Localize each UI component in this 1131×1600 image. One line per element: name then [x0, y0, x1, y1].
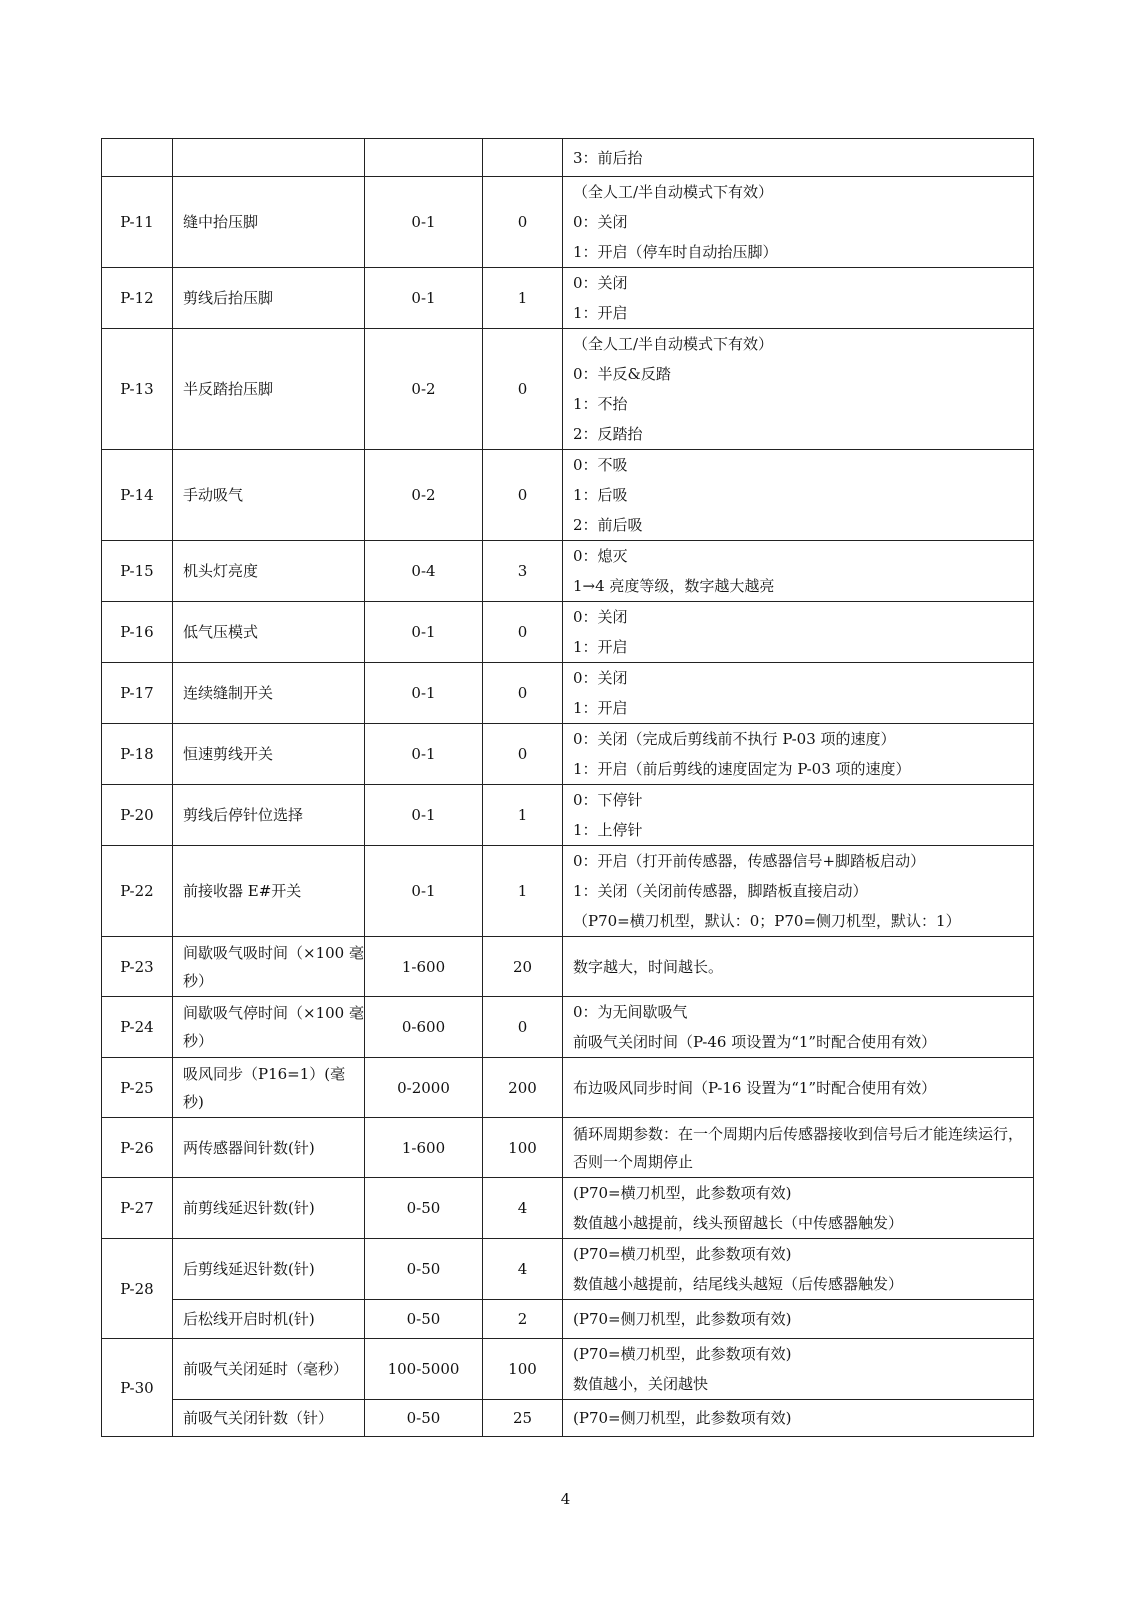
table-row: [102, 846, 1034, 937]
param-range-cell: 0-1: [365, 785, 483, 846]
param-default-cell: 3: [483, 541, 563, 602]
table-row: [102, 724, 1034, 785]
param-id-cell: P-26: [102, 1118, 173, 1178]
desc-line: (P70=横刀机型，此参数项有效): [573, 1184, 792, 1202]
desc-line: 0：半反&反踏: [573, 365, 671, 383]
parameter-table: [101, 138, 1034, 1437]
param-id-cell: P-30: [102, 1339, 173, 1437]
desc-line: 0：不吸: [573, 456, 628, 474]
table-row: [102, 1239, 1034, 1300]
param-name-cell: 手动吸气: [173, 450, 365, 541]
desc-line: (P70=侧刀机型，此参数项有效): [573, 1310, 792, 1328]
param-name-cell: 间歇吸气停时间（×100 毫秒）: [173, 997, 365, 1058]
param-default-cell: 25: [483, 1400, 563, 1437]
desc-line: 1：不抬: [573, 395, 628, 413]
param-range-cell: 1-600: [365, 937, 483, 997]
param-desc-cell: [563, 846, 1034, 937]
param-desc-cell: [563, 177, 1034, 268]
desc-line: 1：开启（停车时自动抬压脚）: [573, 243, 778, 261]
param-desc-cell: [563, 450, 1034, 541]
table-row: [102, 139, 1034, 177]
param-name-cell: 连续缝制开关: [173, 663, 365, 724]
param-id-cell: P-12: [102, 268, 173, 329]
desc-line: 0：关闭: [573, 274, 628, 292]
param-default-cell: 2: [483, 1300, 563, 1339]
param-default-cell: 100: [483, 1118, 563, 1178]
param-default-cell: 0: [483, 177, 563, 268]
param-desc-cell: [563, 1300, 1034, 1339]
param-default-cell: 1: [483, 846, 563, 937]
desc-line: 布边吸风同步时间（P-16 设置为“1”时配合使用有效）: [573, 1078, 937, 1097]
param-name-cell: 前接收器 E#开关: [173, 846, 365, 937]
desc-line: 1：开启: [573, 638, 628, 656]
param-default-cell: 0: [483, 724, 563, 785]
param-desc-cell: [563, 329, 1034, 450]
page-number: 4: [560, 1490, 571, 1508]
param-default-cell: 4: [483, 1178, 563, 1239]
param-name-cell: 低气压模式: [173, 602, 365, 663]
table-row: [102, 997, 1034, 1058]
param-name-cell: 半反踏抬压脚: [173, 329, 365, 450]
table-row: [102, 450, 1034, 541]
desc-line: 0：熄灭: [573, 547, 628, 565]
table-row: [102, 663, 1034, 724]
param-id-cell: P-25: [102, 1058, 173, 1118]
desc-line: 1：上停针: [573, 821, 643, 839]
param-name-cell: [173, 139, 365, 177]
param-desc-cell: [563, 724, 1034, 785]
param-name-cell: 缝中抬压脚: [173, 177, 365, 268]
table-row: [102, 785, 1034, 846]
param-id-cell: P-23: [102, 937, 173, 997]
param-default-cell: 1: [483, 785, 563, 846]
desc-line: 数值越小越提前，结尾线头越短（后传感器触发）: [573, 1275, 904, 1293]
desc-line: 数值越小越提前，线头预留越长（中传感器触发）: [573, 1214, 904, 1232]
desc-line: （全人工/半自动模式下有效）: [573, 335, 774, 353]
param-range-cell: 0-2: [365, 450, 483, 541]
desc-line: (P70=侧刀机型，此参数项有效): [573, 1409, 792, 1427]
param-range-cell: 0-1: [365, 268, 483, 329]
param-default-cell: 0: [483, 450, 563, 541]
table-row: [102, 602, 1034, 663]
param-range-cell: 0-50: [365, 1178, 483, 1239]
desc-line: 1：开启: [573, 699, 628, 717]
table-row: [102, 1400, 1034, 1437]
param-name-cell: 间歇吸气吸时间（×100 毫秒）: [173, 937, 365, 997]
param-name-cell: 两传感器间针数(针): [173, 1118, 365, 1178]
desc-line: 0：关闭: [573, 608, 628, 626]
param-range-cell: 0-50: [365, 1300, 483, 1339]
param-range-cell: 100-5000: [365, 1339, 483, 1400]
param-default-cell: 0: [483, 602, 563, 663]
param-default-cell: 1: [483, 268, 563, 329]
param-default-cell: 0: [483, 329, 563, 450]
param-desc-cell: [563, 541, 1034, 602]
param-desc-cell: [563, 937, 1034, 997]
desc-line: 1：后吸: [573, 486, 628, 504]
desc-line: (P70=横刀机型，此参数项有效): [573, 1245, 792, 1263]
param-id-cell: P-22: [102, 846, 173, 937]
param-name-cell: 后松线开启时机(针): [173, 1300, 365, 1339]
param-desc-cell: 循环周期参数：在一个周期内后传感器接收到信号后才能连续运行，否则一个周期停止: [563, 1118, 1034, 1178]
desc-line: 0：开启（打开前传感器，传感器信号+脚踏板启动）: [573, 852, 926, 870]
desc-line: 1：开启（前后剪线的速度固定为 P-03 项的速度）: [573, 760, 911, 778]
param-name-cell: 前吸气关闭针数（针）: [173, 1400, 365, 1437]
param-range-cell: 0-50: [365, 1239, 483, 1300]
param-default-cell: 0: [483, 663, 563, 724]
table-row: [102, 268, 1034, 329]
param-range-cell: 0-1: [365, 663, 483, 724]
param-default-cell: 100: [483, 1339, 563, 1400]
param-id-cell: P-15: [102, 541, 173, 602]
table-row: [102, 1058, 1034, 1118]
param-id-cell: [102, 139, 173, 177]
param-default-cell: [483, 139, 563, 177]
desc-line: 2：反踏抬: [573, 425, 643, 443]
param-range-cell: 0-1: [365, 177, 483, 268]
table-row: [102, 177, 1034, 268]
param-id-cell: P-20: [102, 785, 173, 846]
param-id-cell: P-17: [102, 663, 173, 724]
desc-line: 0：关闭: [573, 669, 628, 687]
table-row: [102, 1300, 1034, 1339]
param-id-cell: P-14: [102, 450, 173, 541]
desc-line: 前吸气关闭时间（P-46 项设置为“1”时配合使用有效）: [573, 1033, 937, 1051]
param-id-cell: P-16: [102, 602, 173, 663]
param-desc-cell: [563, 139, 1034, 177]
table-row: [102, 541, 1034, 602]
table-row: [102, 1178, 1034, 1239]
desc-line: 3：前后抬: [573, 148, 643, 167]
desc-line: 2：前后吸: [573, 516, 643, 534]
param-desc-cell: [563, 785, 1034, 846]
param-id-cell: P-24: [102, 997, 173, 1058]
param-range-cell: 0-50: [365, 1400, 483, 1437]
param-desc-cell: [563, 1178, 1034, 1239]
desc-line: 数值越小，关闭越快: [573, 1375, 709, 1393]
desc-line: 数字越大，时间越长。: [573, 957, 724, 976]
table-row: [102, 329, 1034, 450]
param-default-cell: 200: [483, 1058, 563, 1118]
param-default-cell: 0: [483, 997, 563, 1058]
param-range-cell: [365, 139, 483, 177]
param-default-cell: 20: [483, 937, 563, 997]
desc-line: （全人工/半自动模式下有效）: [573, 183, 774, 201]
param-desc-cell: [563, 1058, 1034, 1118]
desc-line: 0：关闭（完成后剪线前不执行 P-03 项的速度）: [573, 730, 896, 748]
param-id-cell: P-11: [102, 177, 173, 268]
param-id-cell: P-27: [102, 1178, 173, 1239]
param-range-cell: 0-2000: [365, 1058, 483, 1118]
param-name-cell: 恒速剪线开关: [173, 724, 365, 785]
param-desc-cell: [563, 997, 1034, 1058]
desc-line: 0：为无间歇吸气: [573, 1003, 688, 1021]
table-row: [102, 1339, 1034, 1400]
param-desc-cell: [563, 1239, 1034, 1300]
param-range-cell: 0-1: [365, 724, 483, 785]
param-range-cell: 1-600: [365, 1118, 483, 1178]
param-name-cell: 剪线后停针位选择: [173, 785, 365, 846]
param-desc-cell: [563, 602, 1034, 663]
param-default-cell: 4: [483, 1239, 563, 1300]
param-name-cell: 前剪线延迟针数(针): [173, 1178, 365, 1239]
desc-line: 1：开启: [573, 304, 628, 322]
param-name-cell: 后剪线延迟针数(针): [173, 1239, 365, 1300]
param-name-cell: 前吸气关闭延时（毫秒）: [173, 1339, 365, 1400]
desc-line: （P70=横刀机型，默认：0；P70=侧刀机型，默认：1）: [573, 912, 961, 930]
param-range-cell: 0-600: [365, 997, 483, 1058]
desc-line: 0：下停针: [573, 791, 643, 809]
param-range-cell: 0-4: [365, 541, 483, 602]
desc-line: 0：关闭: [573, 213, 628, 231]
param-range-cell: 0-1: [365, 602, 483, 663]
param-name-cell: 剪线后抬压脚: [173, 268, 365, 329]
param-id-cell: P-18: [102, 724, 173, 785]
param-range-cell: 0-2: [365, 329, 483, 450]
param-id-cell: P-28: [102, 1239, 173, 1339]
desc-line: (P70=横刀机型，此参数项有效): [573, 1345, 792, 1363]
param-desc-cell: [563, 1400, 1034, 1437]
desc-line: 1：关闭（关闭前传感器，脚踏板直接启动）: [573, 882, 868, 900]
param-desc-cell: [563, 663, 1034, 724]
param-desc-cell: [563, 268, 1034, 329]
param-desc-cell: [563, 1339, 1034, 1400]
table-row: [102, 937, 1034, 997]
param-name-cell: 机头灯亮度: [173, 541, 365, 602]
table-row: [102, 1118, 1034, 1178]
param-id-cell: P-13: [102, 329, 173, 450]
param-name-cell: 吸风同步（P16=1）(毫秒): [173, 1058, 365, 1118]
param-range-cell: 0-1: [365, 846, 483, 937]
desc-line: 1→4 亮度等级，数字越大越亮: [573, 577, 775, 595]
